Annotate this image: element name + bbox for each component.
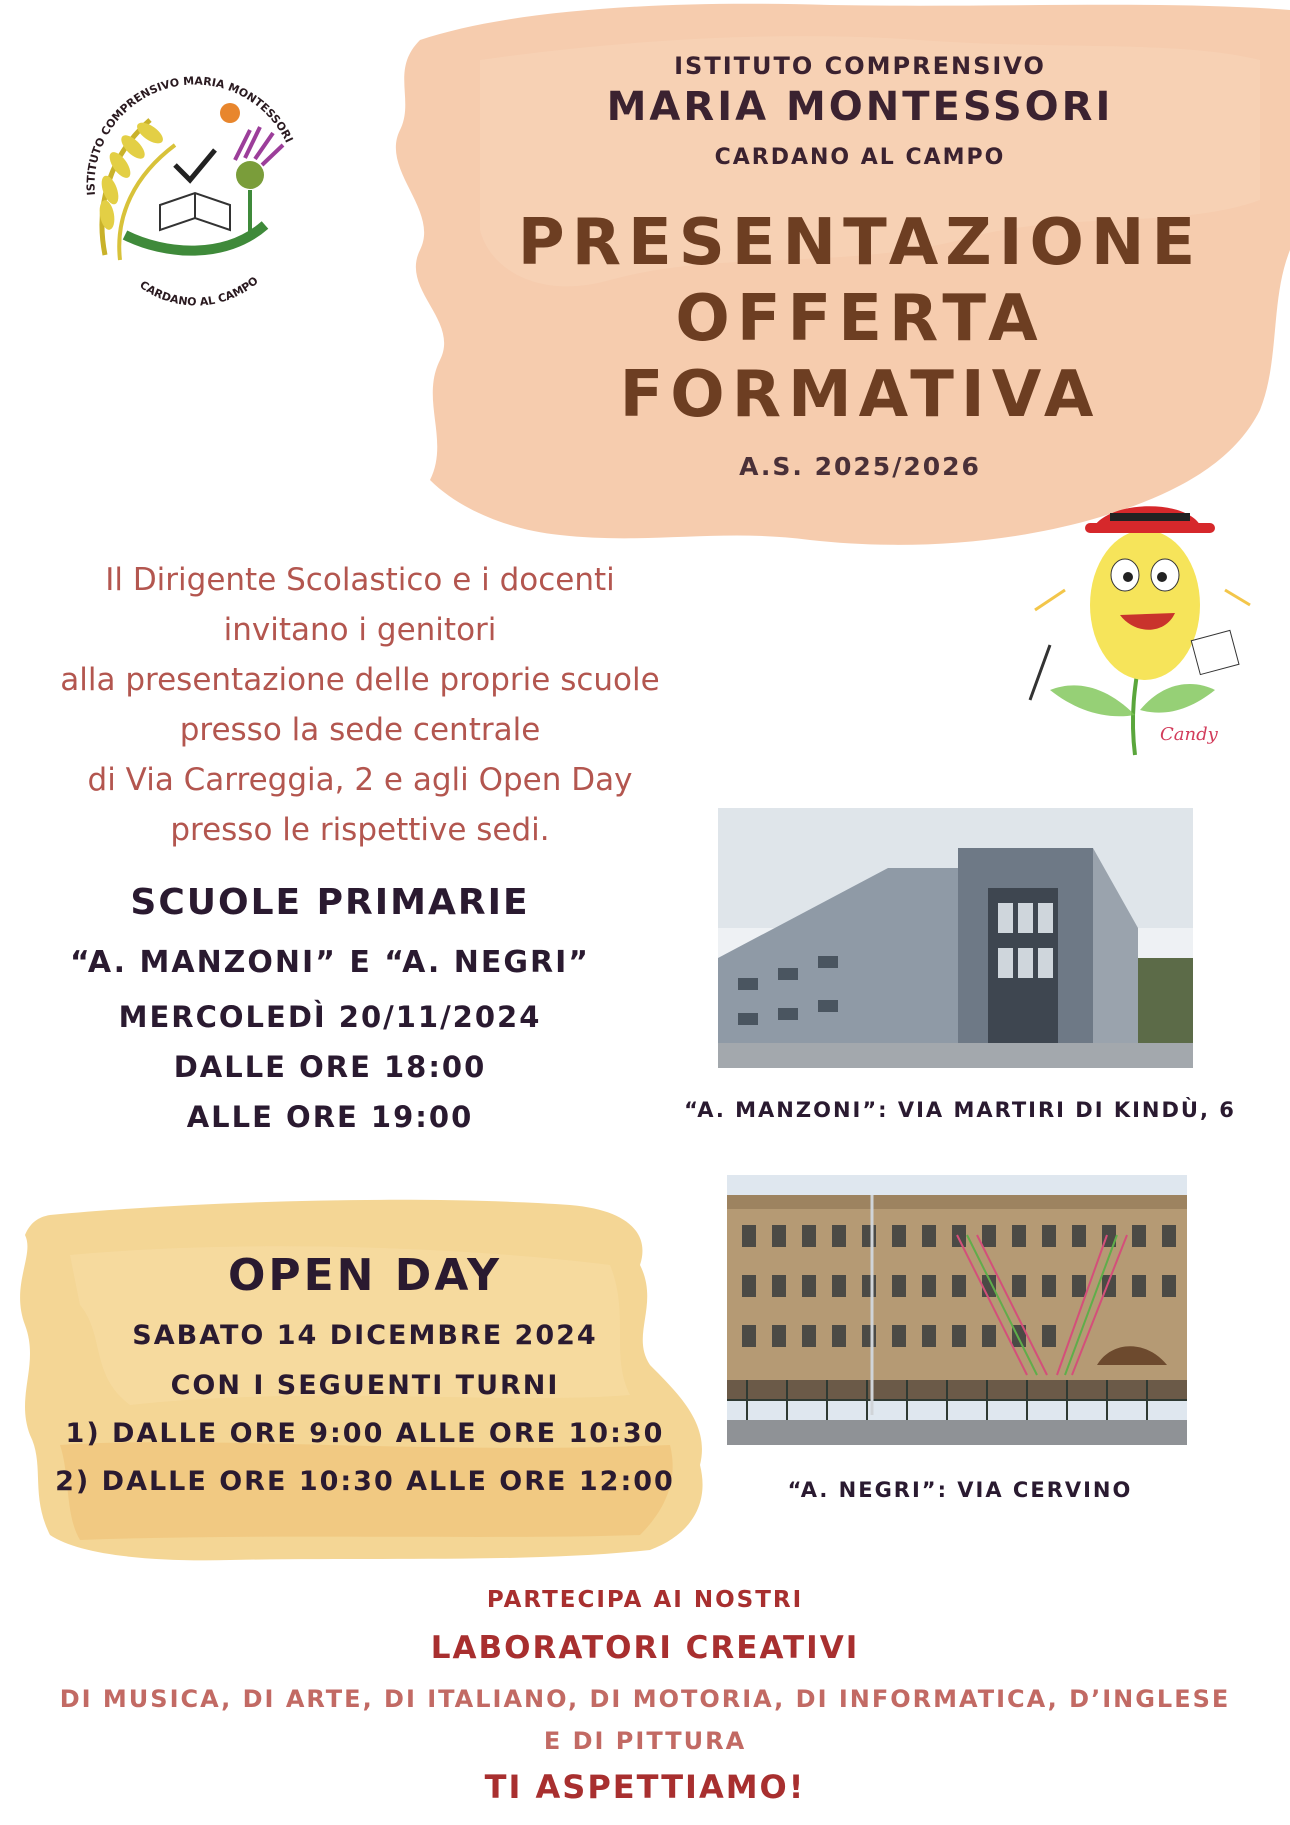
footer-workshops-list: DI MUSICA, DI ARTE, DI ITALIANO, DI MOTORIA, DI INFORMATICA, D’INGLESE <box>59 1685 1231 1713</box>
invitation-line-5: di Via Carreggia, 2 e agli Open Day <box>87 762 633 798</box>
footer-invite: PARTECIPA AI NOSTRI <box>486 1587 804 1613</box>
invitation-line-1: Il Dirigente Scolastico e i docenti <box>105 562 615 598</box>
open-day-date: SABATO 14 DICEMBRE 2024 <box>132 1320 598 1351</box>
school-year: A.S. 2025/2026 <box>739 452 981 481</box>
open-day-turn-1: 1) DALLE ORE 9:00 ALLE ORE 10:30 <box>65 1418 665 1449</box>
footer-closing: TI ASPETTIAMO! <box>484 1768 806 1806</box>
open-day-title: OPEN DAY <box>227 1250 503 1301</box>
institute-label: ISTITUTO COMPRENSIVO <box>674 52 1046 80</box>
school-logo <box>65 55 325 310</box>
logo-ring-bottom-text: CARDANO AL CAMPO <box>137 274 261 309</box>
primary-time-to: ALLE ORE 19:00 <box>186 1100 474 1134</box>
open-day-turns-intro: CON I SEGUENTI TURNI <box>170 1370 560 1401</box>
invitation-line-6: presso le rispettive sedi. <box>170 812 550 848</box>
institute-town: CARDANO AL CAMPO <box>714 145 1006 170</box>
primary-time-from: DALLE ORE 18:00 <box>173 1050 487 1084</box>
invitation-line-4: presso la sede centrale <box>179 712 541 748</box>
main-title-line-2: OFFERTA <box>675 282 1045 356</box>
footer-workshops-list-end: E DI PITTURA <box>543 1727 747 1755</box>
svg-text:CARDANO AL CAMPO <box>137 274 260 308</box>
negri-school-photo <box>727 1175 1187 1445</box>
mascot-signature: Candy <box>1160 724 1218 745</box>
invitation-line-3: alla presentazione delle proprie scuole <box>60 662 660 698</box>
primary-date: MERCOLEDÌ 20/11/2024 <box>118 1000 542 1034</box>
manzoni-caption: “A. MANZONI”: VIA MARTIRI DI KINDÙ, 6 <box>684 1098 1236 1122</box>
main-title-line-1: PRESENTAZIONE <box>517 206 1203 280</box>
open-day-turn-2: 2) DALLE ORE 10:30 ALLE ORE 12:00 <box>55 1466 675 1497</box>
logo-ring-top-text: ISTITUTO COMPRENSIVO MARIA MONTESSORI <box>84 74 296 196</box>
institute-name: MARIA MONTESSORI <box>606 84 1114 130</box>
main-title-line-3: FORMATIVA <box>619 358 1101 432</box>
negri-caption: “A. NEGRI”: VIA CERVINO <box>787 1478 1133 1502</box>
primary-schools-title: SCUOLE PRIMARIE <box>130 882 530 923</box>
primary-schools-names: “A. MANZONI” E “A. NEGRI” <box>70 945 590 980</box>
manzoni-school-photo <box>718 808 1193 1068</box>
invitation-line-2: invitano i genitori <box>223 612 497 648</box>
mascot-illustration <box>1025 485 1255 765</box>
footer-workshops-title: LABORATORI CREATIVI <box>430 1630 860 1666</box>
